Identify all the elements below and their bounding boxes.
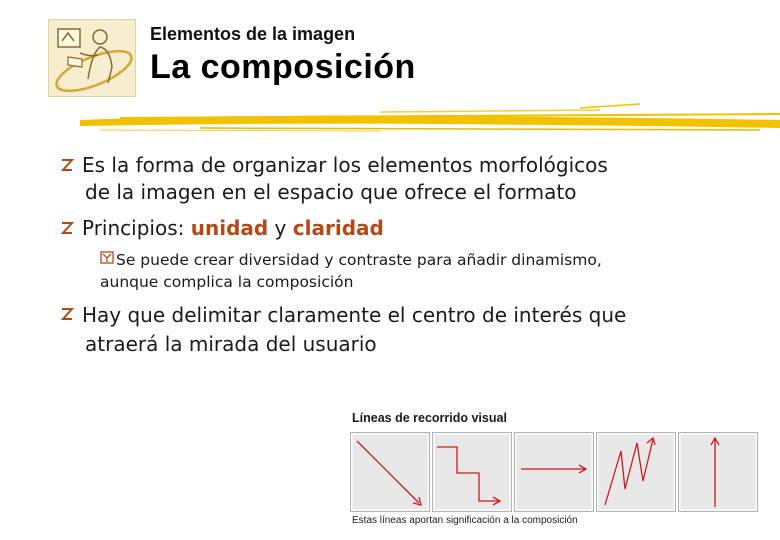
z-bullet-icon xyxy=(60,152,82,172)
panel-horizontal xyxy=(514,432,594,512)
bullet-definition xyxy=(60,152,760,206)
figure-title: Líneas de recorrido visual xyxy=(352,411,507,425)
panel-zigzag xyxy=(596,432,676,512)
panel-step xyxy=(432,432,512,512)
diagonal-arrow-icon xyxy=(351,433,429,511)
bullet-center-line2: atraerá la mirada del usuario xyxy=(85,332,377,356)
principle-unidad: unidad xyxy=(190,216,269,240)
checkbox-bullet-icon xyxy=(100,249,116,265)
bullet-principles xyxy=(60,215,760,242)
sub-bullet-line2: aunque complica la composición xyxy=(100,273,354,291)
presenter-logo-icon xyxy=(48,19,136,97)
z-bullet-icon xyxy=(60,301,82,321)
slide-subtitle: Elementos de la imagen xyxy=(150,24,356,44)
principle-claridad: claridad xyxy=(292,216,384,240)
step-arrow-icon xyxy=(433,433,511,511)
bullet-center-line1: Hay que delimitar claramente el centro de interés que xyxy=(82,303,627,327)
principles-connector: y xyxy=(268,216,293,240)
sub-bullet-line1: Se puede crear diversidad y contraste para añadir dinamismo, xyxy=(116,251,602,269)
panel-diagonal xyxy=(350,432,430,512)
sub-bullet-diversity xyxy=(100,249,780,293)
bullet-definition-line1: Es la forma de organizar los elementos morfológicos xyxy=(82,153,608,177)
slide-title: La composición xyxy=(150,48,416,86)
vertical-arrow-icon xyxy=(679,433,757,511)
principles-label: Principios: xyxy=(82,216,191,240)
bullet-definition-line2: de la imagen en el espacio que ofrece el formato xyxy=(85,180,577,204)
title-underline-rule xyxy=(80,100,780,136)
panel-vertical xyxy=(678,432,758,512)
horizontal-arrow-icon xyxy=(515,433,593,511)
zigzag-arrow-icon xyxy=(597,433,675,511)
z-bullet-icon xyxy=(60,215,82,235)
figure-caption: Estas líneas aportan significación a la composición xyxy=(352,515,578,526)
bullet-center-of-interest xyxy=(60,301,760,359)
